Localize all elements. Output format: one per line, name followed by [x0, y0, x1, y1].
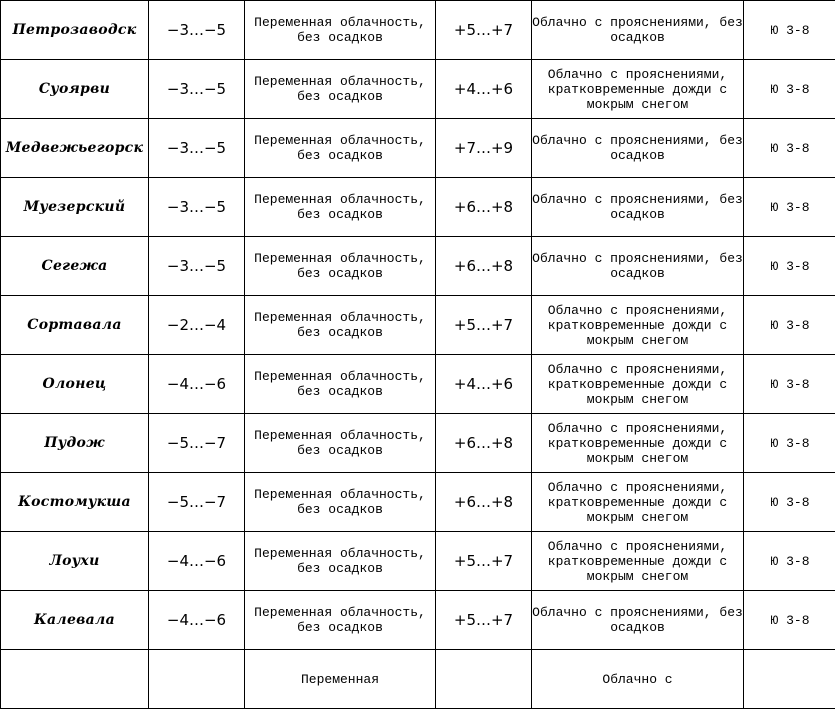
wind-cell: Ю 3-8: [744, 178, 835, 237]
day-conditions-text: Облачно с прояснениями, кратковременные дожди с мокрым снегом: [532, 421, 743, 466]
wind-cell: Ю 3-8: [744, 532, 835, 591]
table-row: [1, 650, 835, 709]
night-temperature-cell: −5…−7: [149, 473, 245, 532]
wind-cell: Ю 3-8: [744, 473, 835, 532]
day-temperature-cell: +4…+6: [436, 355, 532, 414]
table-row: [1, 119, 835, 178]
day-temperature-cell: +6…+8: [436, 178, 532, 237]
city-name-cell: Олонец: [1, 355, 149, 414]
night-conditions-text: Переменная облачность, без осадков: [245, 487, 435, 517]
night-conditions-cell: [245, 296, 436, 355]
forecast-table-body: [1, 1, 835, 709]
night-temperature-cell: −3…−5: [149, 237, 245, 296]
day-conditions-text: Облачно с прояснениями, кратковременные дожди с мокрым снегом: [532, 303, 743, 348]
table-row: [1, 237, 835, 296]
day-conditions-cell: [532, 532, 744, 591]
night-temperature-cell: −5…−7: [149, 414, 245, 473]
night-conditions-text: Переменная облачность, без осадков: [245, 15, 435, 45]
day-conditions-text: Облачно с прояснениями, без осадков: [532, 15, 743, 45]
day-temperature-cell: +5…+7: [436, 532, 532, 591]
day-conditions-cell: [532, 1, 744, 60]
day-conditions-text: Облачно с прояснениями, без осадков: [532, 192, 743, 222]
night-temperature-cell: −3…−5: [149, 1, 245, 60]
night-temperature-cell: −4…−6: [149, 591, 245, 650]
wind-cell: Ю 3-8: [744, 296, 835, 355]
night-conditions-text: Переменная облачность, без осадков: [245, 428, 435, 458]
night-temperature-cell: −3…−5: [149, 119, 245, 178]
wind-cell: Ю 3-8: [744, 414, 835, 473]
city-name-cell: [1, 650, 149, 709]
night-conditions-cell: [245, 650, 436, 709]
day-temperature-cell: +6…+8: [436, 473, 532, 532]
night-conditions-cell: [245, 414, 436, 473]
city-name-cell: Муезерский: [1, 178, 149, 237]
wind-cell: Ю 3-8: [744, 237, 835, 296]
night-conditions-cell: [245, 591, 436, 650]
day-conditions-text: Облачно с прояснениями, без осадков: [532, 133, 743, 163]
night-conditions-text: Переменная облачность, без осадков: [245, 192, 435, 222]
day-conditions-cell: [532, 296, 744, 355]
night-conditions-cell: [245, 355, 436, 414]
night-conditions-text: Переменная облачность, без осадков: [245, 133, 435, 163]
day-conditions-text: Облачно с прояснениями, кратковременные дожди с мокрым снегом: [532, 480, 743, 525]
night-conditions-text: Переменная облачность, без осадков: [245, 546, 435, 576]
city-name-cell: Костомукша: [1, 473, 149, 532]
table-row: [1, 532, 835, 591]
night-temperature-cell: −3…−5: [149, 178, 245, 237]
day-conditions-cell: [532, 237, 744, 296]
day-temperature-cell: +4…+6: [436, 60, 532, 119]
day-temperature-cell: +5…+7: [436, 591, 532, 650]
table-row: [1, 355, 835, 414]
night-conditions-text: Переменная облачность, без осадков: [245, 605, 435, 635]
table-row: [1, 60, 835, 119]
wind-cell: [744, 650, 835, 709]
night-temperature-cell: −4…−6: [149, 355, 245, 414]
city-name-cell: Сегежа: [1, 237, 149, 296]
night-conditions-cell: [245, 473, 436, 532]
day-conditions-text: Облачно с прояснениями, кратковременные дожди с мокрым снегом: [532, 67, 743, 112]
day-conditions-text: Облачно с прояснениями, без осадков: [532, 251, 743, 281]
day-conditions-cell: [532, 591, 744, 650]
day-conditions-cell: [532, 473, 744, 532]
city-name-cell: Калевала: [1, 591, 149, 650]
night-conditions-cell: [245, 532, 436, 591]
city-name-cell: Петрозаводск: [1, 1, 149, 60]
day-conditions-text: Облачно с прояснениями, кратковременные дожди с мокрым снегом: [532, 539, 743, 584]
day-conditions-cell: [532, 650, 744, 709]
night-conditions-text: Переменная облачность, без осадков: [245, 251, 435, 281]
table-row: [1, 178, 835, 237]
table-row: [1, 1, 835, 60]
night-conditions-text: Переменная облачность, без осадков: [245, 369, 435, 399]
day-conditions-cell: [532, 119, 744, 178]
night-temperature-cell: −2…−4: [149, 296, 245, 355]
city-name-cell: Пудож: [1, 414, 149, 473]
day-conditions-text: Облачно с: [532, 672, 743, 687]
day-temperature-cell: +6…+8: [436, 237, 532, 296]
night-conditions-cell: [245, 178, 436, 237]
night-conditions-cell: [245, 60, 436, 119]
day-temperature-cell: +7…+9: [436, 119, 532, 178]
night-temperature-cell: [149, 650, 245, 709]
day-conditions-cell: [532, 178, 744, 237]
city-name-cell: Суоярви: [1, 60, 149, 119]
table-row: [1, 296, 835, 355]
night-conditions-text: Переменная облачность, без осадков: [245, 74, 435, 104]
day-temperature-cell: +5…+7: [436, 296, 532, 355]
day-conditions-cell: [532, 414, 744, 473]
night-conditions-text: Переменная: [245, 672, 435, 687]
night-conditions-cell: [245, 237, 436, 296]
day-temperature-cell: [436, 650, 532, 709]
wind-cell: Ю 3-8: [744, 119, 835, 178]
day-conditions-cell: [532, 60, 744, 119]
day-temperature-cell: +5…+7: [436, 1, 532, 60]
city-name-cell: Лоухи: [1, 532, 149, 591]
wind-cell: Ю 3-8: [744, 60, 835, 119]
day-conditions-text: Облачно с прояснениями, без осадков: [532, 605, 743, 635]
night-conditions-cell: [245, 1, 436, 60]
day-temperature-cell: +6…+8: [436, 414, 532, 473]
table-row: [1, 414, 835, 473]
wind-cell: Ю 3-8: [744, 1, 835, 60]
night-temperature-cell: −3…−5: [149, 60, 245, 119]
night-conditions-text: Переменная облачность, без осадков: [245, 310, 435, 340]
wind-cell: Ю 3-8: [744, 591, 835, 650]
day-conditions-cell: [532, 355, 744, 414]
night-temperature-cell: −4…−6: [149, 532, 245, 591]
table-row: [1, 473, 835, 532]
table-row: [1, 591, 835, 650]
city-name-cell: Медвежьегорск: [1, 119, 149, 178]
day-conditions-text: Облачно с прояснениями, кратковременные дожди с мокрым снегом: [532, 362, 743, 407]
wind-cell: Ю 3-8: [744, 355, 835, 414]
night-conditions-cell: [245, 119, 436, 178]
city-name-cell: Сортавала: [1, 296, 149, 355]
